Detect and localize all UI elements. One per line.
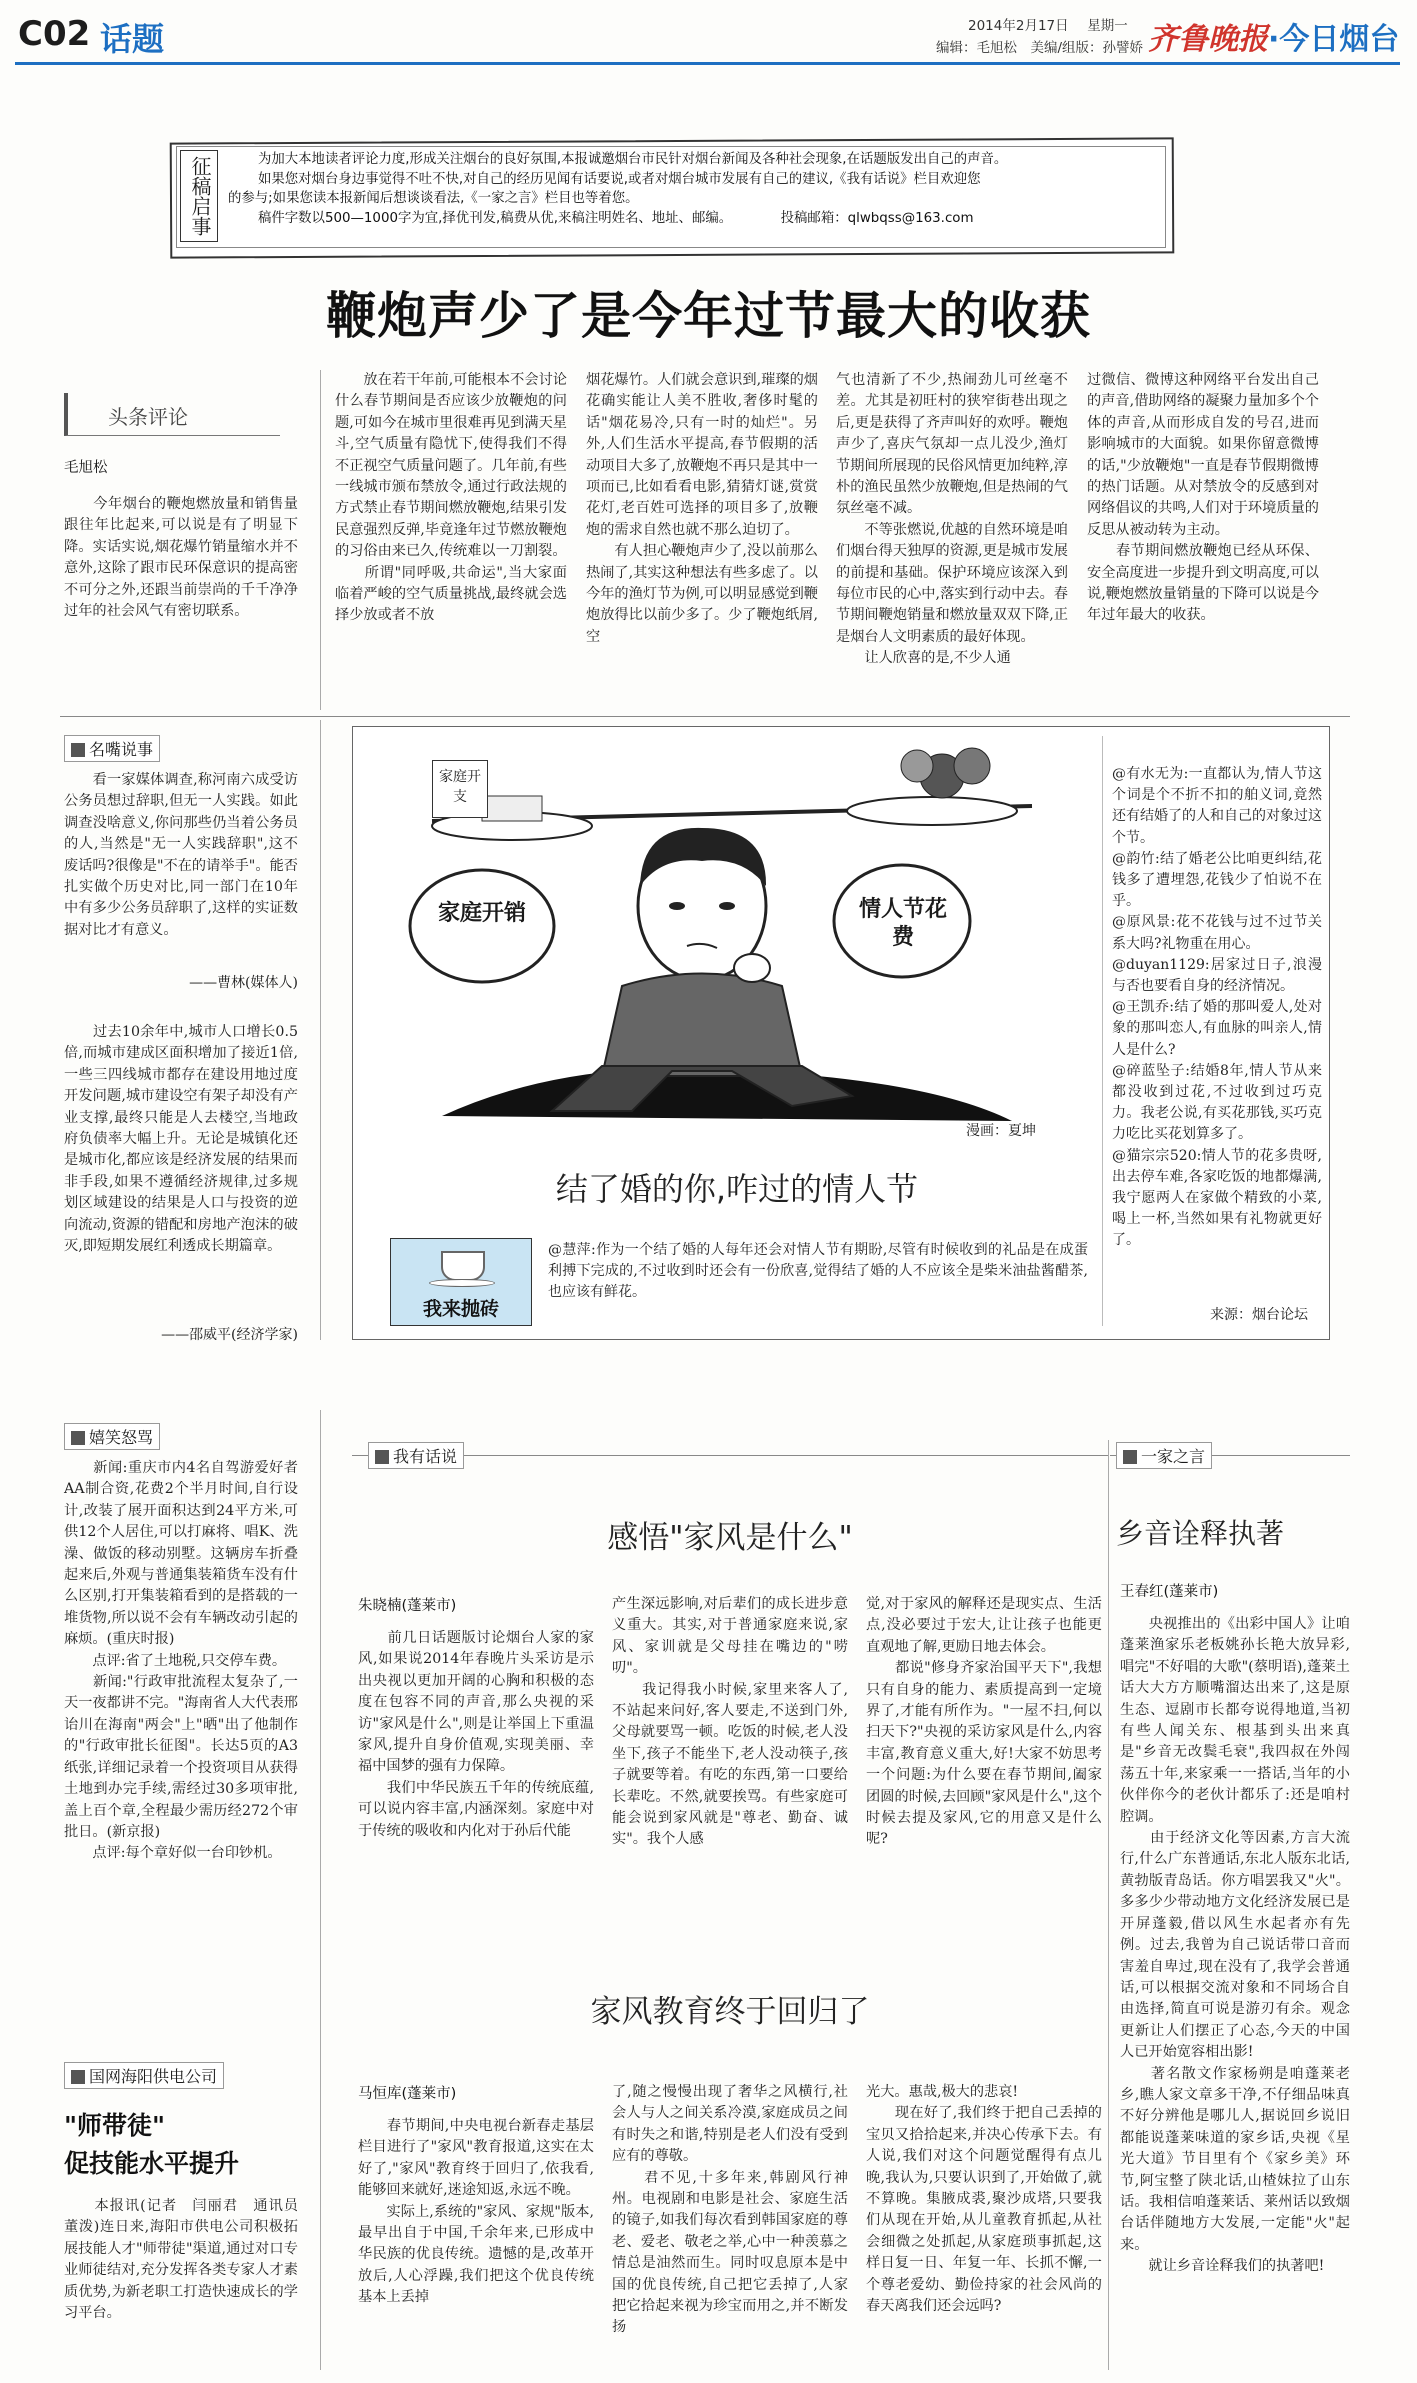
notice-line-1: 为加大本地读者评论力度,形成关注烟台的良好氛围,本报诚邀烟台市民针对烟台新闻及各种社会现象,在话题版发出自己的声音。 — [258, 152, 1008, 167]
lead-col-2: 放在若干年前,可能根本不会讨论什么春节期间是否应该少放鞭炮的问题,可如今在城市里很难再见到满天星斗,空气质量有隐忧下,使得我们不得不正视空气质量问题了。几年前,有些一线城市颁布禁放令,通过行政法规的方式禁止春节期间燃放鞭炮,结果引发民意强烈反弹,毕竟逢年过节燃放鞭炮的习俗由来已久,传统难以一刀割裂。 所谓"同呼吸,共命运",当大家面临着严峻的空气质量挑战,最终就会选择少放或者不放 — [335, 372, 567, 624]
power-section-text: 国网海阳供电公司 — [89, 2067, 218, 2086]
cartoon-label-family — [432, 760, 488, 818]
section-marker-icon — [71, 2070, 85, 2084]
xiao-section-text: 嬉笑怒骂 — [89, 1428, 154, 1447]
jiafeng-col-3: 觉,对于家风的解释还是现实点、生活点,没必要过于宏大,让让孩子也能更直观地了解,更励日地去体会。 都说"修身齐家治国平天下",我想只有自身的能力、素质提高到一定境界了,才能有所作为。"一屋不扫,何以扫天下?"央视的采访家风是什么,内容丰富,教育意义重大,好!大家不妨思考一个问题:为什么要在春节期间,阖家团圆的时候,去回顾"家风是什么",这个时候去提及家风,它的用意又是什么呢? — [866, 1596, 1102, 1848]
notice-text — [228, 150, 1158, 228]
xiao-text: 新闻:重庆市内4名自驾游爱好者AA制合资,花费2个半月时间,自行设计,改装了展开面积达到24平方米,可供12个人居住,可以打麻将、唱K、洗澡、做饭的移动别墅。这辆房车折叠起来后,外观与普通集装箱货车没有什么区别,打开集装箱看到的是搭载的一堆货物,所以说不会有车辆改动引起的麻烦。(重庆时报) 点评:省了土地税,只交停车费。 新闻:"行政审批流程太复杂了,一天一夜都讲不完。"海南省人大代表邢诒川在海南"两会"上"晒"出了他制作的"行政审批长征图"。长达5页的A3纸张,详细记录着一个投资项目从获得土地到办完手续,需经过30多项审批,盖上百个章,全程最少需历经272个审批日。(新京报) 点评:每个章好似一台印钞机。 — [64, 1460, 298, 1862]
cartoon-credit: 漫画：夏坤 — [966, 1123, 1036, 1139]
jiafeng-top-rule — [352, 1455, 1108, 1456]
right-col-divider — [1108, 1440, 1109, 2370]
brand-name: 齐鲁晚报 — [1148, 22, 1268, 57]
jiafeng-col-2: 产生深远影响,对后辈们的成长进步意义重大。其实,对于普通家庭来说,家风、家训就是父母挂在嘴边的"唠叨"。 我记得我小时候,家里来客人了,不站起来问好,客人要走,不送到门外,父母就要骂一顿。吃饭的时候,老人没坐下,孩子不能坐下,老人没动筷子,孩子就要等着。有吃的东西,第一口要给长辈吃。不然,就要挨骂。有些家庭可能会说到家风就是"尊老、勤奋、诚实"。我个人感 — [612, 1596, 848, 1848]
lead-col-4: 气也清新了不少,热闹劲儿可丝毫不差。尤其是初旺村的狭窄街巷出现之后,更是获得了齐声叫好的欢呼。鞭炮声少了,喜庆气氛却一点儿没少,渔灯节期间所展现的民俗风情更加纯粹,淳朴的渔民虽然少放鞭炮,但是热闹的气氛丝毫不减。 不等张燃说,优越的自然环境是咱们烟台得天独厚的资源,更是城市发展的前提和基础。保护环境应该深入到每位市民的心中,落实到行动中去。春节期间鞭炮销量和燃放量双双下降,正是烟台人文明素质的最好体现。 让人欣喜的是,不少人通 — [836, 372, 1068, 667]
brand-logo — [1148, 14, 1399, 58]
masthead-rule — [15, 62, 1400, 65]
lead-section-text: 头条评论 — [108, 405, 188, 429]
lead-col-3: 烟花爆竹。人们就会意识到,璀璨的烟花确实能让人美不胜收,奢侈时髦的话"烟花易冷,只有一时的灿烂"。另外,人们生活水平提高,春节假期的活动项目大多了,放鞭炮不再只是其中一项而已,比如看看电影,猜猜灯谜,赏赏花灯,老百姓可选择的项目多了,放鞭炮的需求自然也就不那么迫切了。 有人担心鞭炮声少了,没以前那么热闹了,其实这种想法有些多虑了。以今年的渔灯节为例,可以明显感觉到鞭炮放得比以前少多了。少了鞭炮纸屑,空 — [586, 372, 818, 645]
lead-headline: 鞭炮声少了是今年过节最大的收获 — [326, 287, 1091, 345]
power-headline-1: "师带徒" — [64, 2111, 166, 2140]
brick-tag-text: 我来抛砖 — [422, 1298, 499, 1320]
notice-line-2: 如果您对烟台身边事觉得不吐不快,对自己的经历见闻有话要说,或者对烟台城市发展有自己的建议,《我有话说》栏目欢迎您 — [258, 171, 981, 187]
cup-icon — [441, 1251, 485, 1281]
yijia-text: 央视推出的《出彩中国人》让咱蓬莱渔家乐老板姚孙长艳大放异彩,唱完"不好唱的大歌"(蔡明语),蓬莱土话大大方方顺嘴溜达出来了,这是原生态、逗剧市长都夸说得地道,当初有些人闻关东、根基到头出来真是"乡音无改鬓毛衰",我四叔在外闯荡五十年,来家乘一一搭话,当年的小伙伴你今的老伙计都乐了:还是咱村腔调。 由于经济文化等因素,方言大流行,什么广东普通话,东北人版东北话,黄勃版青岛话。你方唱罢我又"火"。多多少少带动地方文化经济发展已是开屏蓬毅,借以风生水起者亦有先例。过去,我曾为自己说话带口音而害羞自卑过,现在没有了,我学会普通话,可以根据交流对象和不同场合自由选择,简直可说是游刃有余。观念更新让人们摆正了心态,今天的中国人已开始宽容相出影! 著名散文作家杨朔是咱蓬莱老乡,瞧人家文章多干净,不仔细品味真不好分辨他是哪儿人,据说回乡说旧都能说蓬莱味道的家乡话,央视《星光大道》节目里有个《家乡美》环节,阿宝整了陕北话,山楂妹拉了山东话。我相信咱蓬莱话、莱州话以致烟台话伴随地方大发展,一定能"火"起来。 就让乡音诠释我们的执著吧! — [1120, 1616, 1350, 2275]
lead-byline: 毛旭松 — [64, 460, 108, 476]
lead-col-divider — [320, 370, 321, 710]
cartoon-bubble-right: 情人节花费 — [858, 897, 947, 950]
return-byline: 马恒库(蓬莱市) — [358, 2086, 457, 2102]
section-marker-icon — [71, 1431, 85, 1445]
mingbo-author-1: ——曹林(媒体人) — [189, 975, 298, 991]
jiafeng-headline: 感悟"家风是什么" — [607, 1520, 853, 1556]
page-code: C02 — [18, 14, 91, 54]
feature-comments: @有水无为:一直都认为,情人节这个词是个不折不扣的舶义词,竟然还有结婚了的人和自己的对象过这个节。 @韵竹:结了婚老公比咱更纠结,花钱多了遭埋怨,花钱少了怕说不在乎。 @原风景:花不花钱与过不过节关系大吗?礼物重在用心。 @duyan1129:居家过日子,浪漫与否也要看自身的经济情况。 @王凯乔:结了婚的那叫爱人,处对象的那叫恋人,有血脉的叫亲人,情人是什么? @碎蓝坠子:结婚8年,情人节从来都没收到过花,不过收到过巧克力。我老公说,有买花那钱,买巧克力吃比买花划算多了。 @猫宗宗520:情人节的花多贵呀,出去停车难,各家吃饭的地都爆满,我宁愿两人在家做个精致的小菜,喝上一杯,当然如果有礼物就更好了。 — [1112, 766, 1322, 1249]
masthead-date — [968, 14, 1128, 34]
person-hand — [734, 954, 770, 982]
edition-name: ·今日烟台 — [1268, 22, 1400, 57]
masthead — [0, 0, 1417, 70]
notice-label — [180, 150, 218, 242]
section-marker-icon — [71, 743, 85, 757]
mingbo-text-2: 过去10余年中,城市人口增长0.5倍,而城市建成区面积增加了接近1倍,一些三四线城市都存在建设用地过度开发问题,城市建设空有架子却没有产业支撑,最终只能是人去楼空,当地政府负债率大幅上升。无论是城镇化还是城市化,都应该是经济发展的结果而非手段,如果不遵循经济规律,过多规划区域建设的结果是人口与投资的逆向流动,资源的错配和房地产泡沫的破灭,即短期发展红利透成长期篇章。 — [64, 1024, 298, 1255]
return-headline: 家风教育终于回归了 — [590, 1994, 870, 2030]
mingbo-section-label — [64, 735, 160, 762]
yijia-headline: 乡音诠释执著 — [1116, 1517, 1285, 1550]
brick-text: @慧萍:作为一个结了婚的人每年还会对情人节有期盼,尽管有时候收到的礼品是在成蛋利搏下完成的,不过收到时还会有一份欣喜,觉得结了婚的人不应该全是柴米油盐酱醋茶,也应该有鲜花。 — [548, 1242, 1088, 1300]
cartoon-bubble-left: 家庭开销 — [437, 901, 526, 926]
editors-line: 编辑：毛旭松 美编/组版：孙譬娇 — [936, 40, 1144, 56]
jiafeng-byline: 朱晓楠(蓬莱市) — [358, 1598, 457, 1614]
power-text: 本报讯(记者 闫丽君 通讯员 董泼)连日来,海阳市供电公司积极拓展技能人才"师带徒"渠道,通过对口专业师徒结对,充分发挥各类专家人才素质优势,为新老职工打造快速成长的学习平台。 — [64, 2198, 313, 2322]
mingbo-section-text: 名嘴说事 — [89, 740, 154, 759]
section-marker-icon — [375, 1450, 389, 1464]
mingbo-author-2: ——邵威平(经济学家) — [161, 1327, 298, 1343]
brick-tag — [390, 1238, 532, 1326]
return-col-1: 春节期间,中央电视台新春走基层栏目进行了"家风"教育报道,这实在太好了,"家风"教育终于回归了,依我看,能够回来就好,迷途知返,永远不晚。 实际上,系统的"家风、家规"版本,最早出自于中国,千余年来,已形成中华民族的优良传统。遗憾的是,改革开放后,人心浮躁,我们把这个优良传统基本上丢掉 — [358, 2118, 594, 2306]
section-marker-icon — [1123, 1450, 1137, 1464]
xiao-section-label — [64, 1423, 160, 1450]
saucer-icon — [429, 1279, 495, 1287]
cartoon-label-family-text: 家庭开支 — [439, 769, 481, 805]
left-col-divider — [320, 720, 321, 1340]
jiafeng-col-1: 前几日话题版讨论烟台人家的家风,如果说2014年春晚片头采访是示出央视以更加开阔的心胸和积极的态度在包容不同的声音,那么央视的采访"家风是什么",则是让举国上下重温家风,提升自身价值观,实现美丽、幸福中国梦的强有力保障。 我们中华民族五千年的传统底蕴,可以说内容丰富,内涵深刻。家庭中对于传统的吸收和内化对于孙后代能 — [358, 1630, 594, 1839]
coins-icon — [482, 796, 542, 821]
lead-bottom-rule — [60, 716, 1350, 717]
yijia-section-text: 一家之言 — [1141, 1447, 1206, 1466]
lead-section-label — [64, 393, 280, 436]
return-col-2: 了,随之慢慢出现了奢华之风横行,社会人与人之间关系冷漠,家庭成员之间有时失之和谐,特别是老人们没有受到应有的尊敬。 君不见,十多年来,韩剧风行神州。电视剧和电影是社会、家庭生活的镜子,如我们每次看到韩国家庭的尊老、爱老、敬老之举,心中一种羡慕之情总是油然而生。同时叹息原本是中国的优良传统,自己把它丢掉了,人家把它拾起来视为珍宝而用之,并不断发扬 — [612, 2084, 848, 2336]
power-headline-2: 促技能水平提升 — [64, 2149, 240, 2178]
notice-email: 投稿邮箱：qlwbqss@163.com — [780, 210, 974, 226]
lead-col-5: 过微信、微博这种网络平台发出自己的声音,借助网络的凝聚力量加多个个体的声音,从而形成自发的号召,进而影响城市的大面貌。如果你留意微博的话,"少放鞭炮"一直是春节假期微博的热门话题。从对禁放令的反感到对网络倡议的共鸣,人们对于环境质量的反思从被动转为主动。 春节期间燃放鞭炮已经从环保、安全高度进一步提升到文明高度,可以说,鞭炮燃放量销量的下降可以说是今年过年最大的收获。 — [1087, 372, 1319, 624]
power-section-label — [64, 2062, 224, 2089]
flower-icon — [954, 748, 990, 784]
person-body — [602, 974, 802, 1077]
date-text: 2014年2月17日 — [968, 18, 1069, 34]
lead-col-1: 今年烟台的鞭炮燃放量和销售量跟往年比起来,可以说是有了明显下降。实话实说,烟花爆竹销量缩水并不意外,这除了跟市民环保意识的提高密不可分之外,还跟当前崇尚的千千净净过年的社会风气有密切联系。 — [64, 496, 298, 620]
jiafeng-section-text: 我有话说 — [393, 1447, 458, 1466]
feature-headline: 结了婚的你,咋过的情人节 — [555, 1170, 919, 1208]
jiafeng-section-label — [368, 1442, 464, 1469]
notice-terms: 稿件字数以500—1000字为宜,择优刊发,稿费从优,来稿注明姓名、地址、邮编。 — [258, 210, 733, 226]
section-title: 话题 — [100, 20, 165, 58]
yijia-byline: 王春红(蓬莱市) — [1120, 1584, 1219, 1600]
yijia-section-label — [1116, 1442, 1212, 1469]
feature-source: 来源：烟台论坛 — [1210, 1307, 1308, 1323]
notice-label-text: 征稿启事 — [188, 156, 212, 236]
return-col-3: 光大。惠哉,极大的悲哀! 现在好了,我们终于把自己丢掉的宝贝又拾拾起来,并决心传承下去。有人说,我们对这个问题觉醒得有点儿晚,我认为,只要认识到了,开始做了,就不算晚。集腋成裘,聚沙成塔,只要我们从现在开始,从儿童教育抓起,从社会细微之处抓起,从家庭琐事抓起,这样日复一日、年复一年、长抓不懈,一个尊老爱幼、勤俭持家的社会风尚的春天离我们还会远吗? — [866, 2084, 1102, 2315]
notice-line-3: 的参与;如果您读本报新闻后想谈谈看法,《一家之言》栏目也等着您。 — [228, 191, 639, 206]
notice-line-4 — [228, 209, 1158, 229]
mingbo-text-1: 看一家媒体调查,称河南六成受访公务员想过辞职,但无一人实践。如此调查没啥意义,你问那些仍当着公务员的人,当然是"无一人实践辞职",这不废话吗?很像是"不在的请举手"。能否扎实做个历史对比,同一部门在10年中有多少公务员辞职了,这样的实证数据对比才有意义。 — [64, 772, 298, 938]
right-plate-icon — [847, 797, 1017, 825]
weekday-text: 星期一 — [1087, 18, 1128, 34]
flower-icon — [901, 750, 933, 782]
left-col-divider-2 — [320, 1410, 321, 2370]
feature-inner-divider — [1102, 736, 1103, 1326]
